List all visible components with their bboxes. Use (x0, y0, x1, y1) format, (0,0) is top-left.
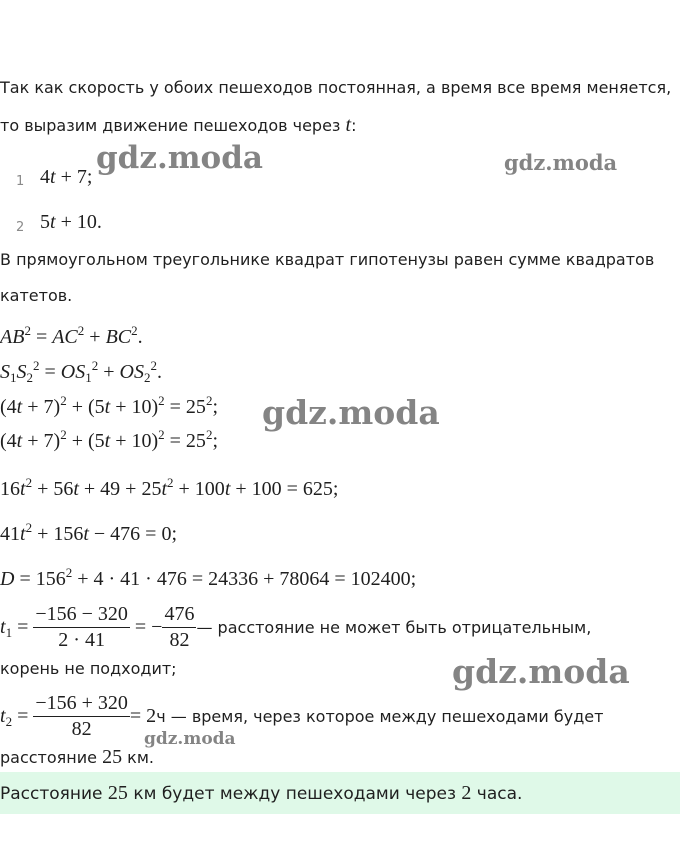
list-number: 1 (16, 174, 25, 189)
answer-text: Расстояние 25 км будет между пешеходами через 2 часа. (0, 782, 523, 804)
watermark-logo: gdz.moda (452, 652, 630, 691)
formula-root-2: $t_2$ = $\frac{-156 + 320}{82}$ = 2 ч — время, через которое между пешеходами будет (0, 692, 604, 740)
list-number: 2 (16, 220, 25, 235)
formula-expanded: $16t^2 + 56t + 49 + 25t^2 + 100t + 100 = 625$; (0, 475, 339, 500)
watermark-logo: gdz.moda (144, 729, 236, 749)
answer-box (0, 772, 680, 814)
list-item (16, 170, 24, 189)
watermark-logo: gdz.moda (262, 393, 440, 432)
formula-pythagoras: $AB^2 = AC^2 + BC^2$. (0, 323, 143, 348)
formula-root-1: $t_1$ = $\frac{-156 - 320}{2 \cdot 41}$ = − $\frac{476}{82}$ — расстояние не может быть отрицательным, (0, 603, 592, 651)
formula-discriminant: $D = 156^2 + 4 \cdot 41 \cdot 476 = 24336 + 78064 = 102400$; (0, 565, 417, 590)
root-2-comment-line-2: расстояние 25 км. (0, 746, 154, 768)
root-2-result: = 2 (129, 705, 157, 727)
intro-line-2-end: : (351, 116, 357, 135)
list-expression-1: 4t + 7; (40, 166, 93, 188)
watermark-logo: gdz.moda (96, 140, 263, 176)
fraction-root-2: $\frac{-156 + 320}{82}$ (35, 692, 128, 740)
list-item (16, 216, 24, 235)
list-expression-2: 5t + 10. (40, 211, 102, 233)
theorem-line-2: катетов. (0, 286, 73, 305)
formula-s1s2: $S_1S_2^2 = OS_1^2 + OS_2^2$. (0, 358, 162, 385)
intro-line-1: Так как скорость у обоих пешеходов постоянная, а время все время меняется, (0, 78, 672, 97)
formula-quadratic: $41t^2 + 156t - 476 = 0$; (0, 520, 178, 545)
formula-equation-2: $(4t + 7)^2 + (5t + 10)^2 = 25^2$; (0, 427, 218, 452)
fraction-root-1: $\frac{-156 - 320}{2 \cdot 41}$ (35, 603, 128, 651)
root-1-comment-line-2: корень не подходит; (0, 659, 177, 678)
fraction-root-1-simplified: $\frac{476}{82}$ (164, 603, 195, 651)
watermark-logo: gdz.moda (504, 150, 618, 175)
intro-variable-t: t (345, 114, 352, 136)
root-1-comment: — расстояние не может быть отрицательным, (196, 618, 592, 637)
root-2-comment: ч — время, через которое между пешеходами будет (156, 707, 604, 726)
intro-line-2-text: то выразим движение пешеходов через (0, 116, 346, 135)
intro-line-2 (0, 114, 356, 137)
formula-equation-1: $(4t + 7)^2 + (5t + 10)^2 = 25^2$; (0, 393, 218, 418)
theorem-line-1: В прямоугольном треугольнике квадрат гипотенузы равен сумме квадратов (0, 250, 655, 269)
